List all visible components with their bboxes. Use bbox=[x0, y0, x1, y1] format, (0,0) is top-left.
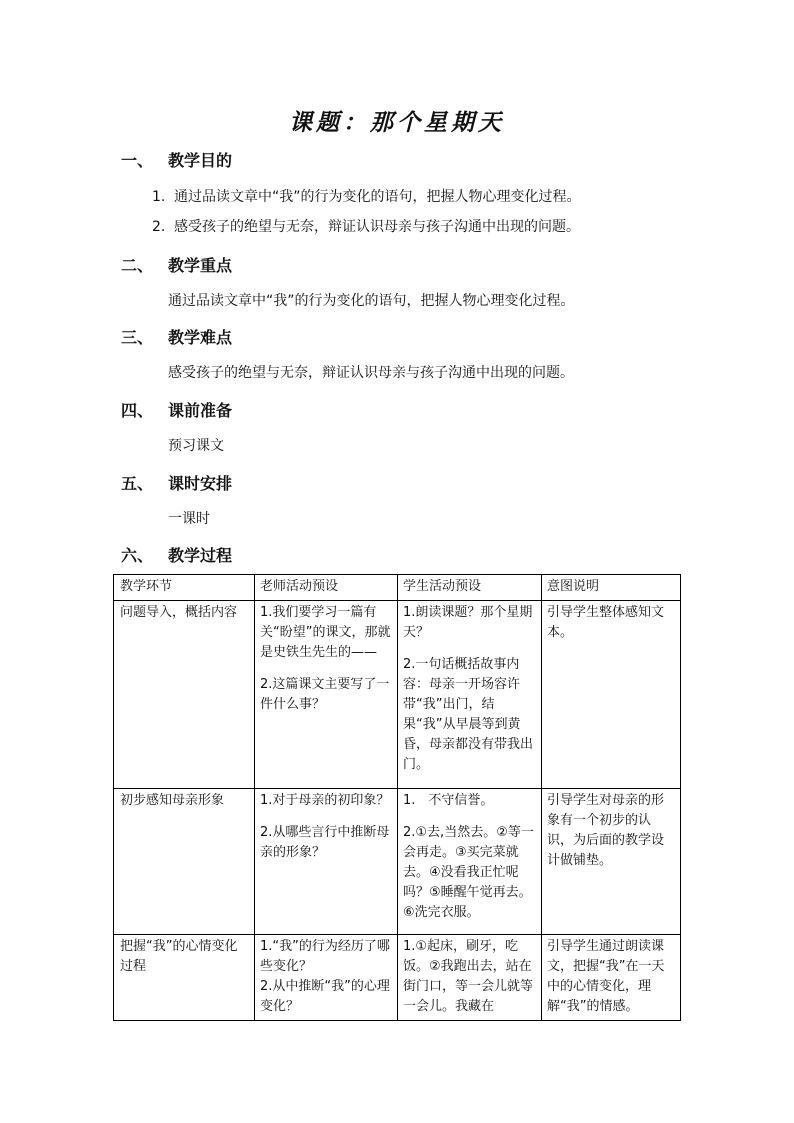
page-title: 课题：那个星期天 bbox=[289, 109, 505, 136]
teacher-cell: 1.我们要学习一篇有关“盼望”的课文，那就是史铁生先生的—— 2.这篇课文主要写了一件什么事？ bbox=[255, 601, 398, 789]
section-heading-preparation: 四、 课前准备 bbox=[121, 401, 233, 420]
section-heading-objectives bbox=[121, 148, 232, 171]
objective-item: 1. 通过品读文章中“我”的行为变化的语句，把握人物心理变化过程。 bbox=[152, 189, 581, 205]
section-number: 一、 bbox=[121, 151, 154, 170]
section-heading-process: 六、 教学过程 bbox=[121, 546, 233, 565]
student-cell: 1. 不守信誉。 2.①去,当然去。②等一会再走。③买完菜就去。④没看我正忙呢吗？⑤睡醒午觉再去。⑥洗完衣服。 bbox=[398, 789, 542, 935]
section-title: 教学目的 bbox=[168, 151, 233, 170]
table-header-cell: 意图说明 bbox=[542, 575, 681, 601]
table-header-row bbox=[114, 575, 681, 601]
difficulty-text: 感受孩子的绝望与无奈，辩证认识母亲与孩子沟通中出现的问题。 bbox=[168, 365, 574, 381]
intent-cell: 引导学生整体感知文本。 bbox=[542, 601, 681, 789]
teacher-cell: 1.“我”的行为经历了哪些变化？ 2.从中推断“我”的心理变化？ bbox=[255, 935, 398, 1021]
schedule-text: 一课时 bbox=[168, 511, 210, 527]
stage-cell: 把握“我”的心情变化过程 bbox=[114, 935, 255, 1021]
intent-cell: 引导学生通过朗读课文，把握“我”在一天中的心情变化，理解“我”的情感。 bbox=[542, 935, 681, 1021]
intent-cell: 引导学生对母亲的形象有一个初步的认识，为后面的教学设计做铺垫。 bbox=[542, 789, 681, 935]
table-header-cell: 学生活动预设 bbox=[398, 575, 542, 601]
section-heading-difficulty: 三、 教学难点 bbox=[121, 328, 233, 347]
key-point-text: 通过品读文章中“我”的行为变化的语句，把握人物心理变化过程。 bbox=[168, 293, 575, 309]
teaching-process-table bbox=[113, 574, 681, 1021]
table-header-cell: 老师活动预设 bbox=[255, 575, 398, 601]
table-row bbox=[114, 935, 681, 1021]
preparation-text: 预习课文 bbox=[168, 438, 224, 454]
objective-item: 2. 感受孩子的绝望与无奈，辩证认识母亲与孩子沟通中出现的问题。 bbox=[152, 219, 580, 235]
section-heading-key-point: 二、 教学重点 bbox=[121, 256, 233, 275]
stage-cell: 问题导入，概括内容 bbox=[114, 601, 255, 789]
student-cell: 1.①起床，刷牙，吃饭。②我跑出去，站在街门口，等一会儿就等一会儿。我藏在 bbox=[398, 935, 542, 1021]
teacher-cell: 1.对于母亲的初印象？ 2.从哪些言行中推断母亲的形象？ bbox=[255, 789, 398, 935]
section-heading-schedule: 五、 课时安排 bbox=[121, 474, 233, 493]
student-cell: 1.朗读课题？那个星期天？ 2.一句话概括故事内容：母亲一开场容许带“我”出门，结果“我”从早晨等到黄昏，母亲都没有带我出门。 bbox=[398, 601, 542, 789]
table-row bbox=[114, 601, 681, 789]
table-row bbox=[114, 789, 681, 935]
stage-cell: 初步感知母亲形象 bbox=[114, 789, 255, 935]
table-header-cell: 教学环节 bbox=[114, 575, 255, 601]
